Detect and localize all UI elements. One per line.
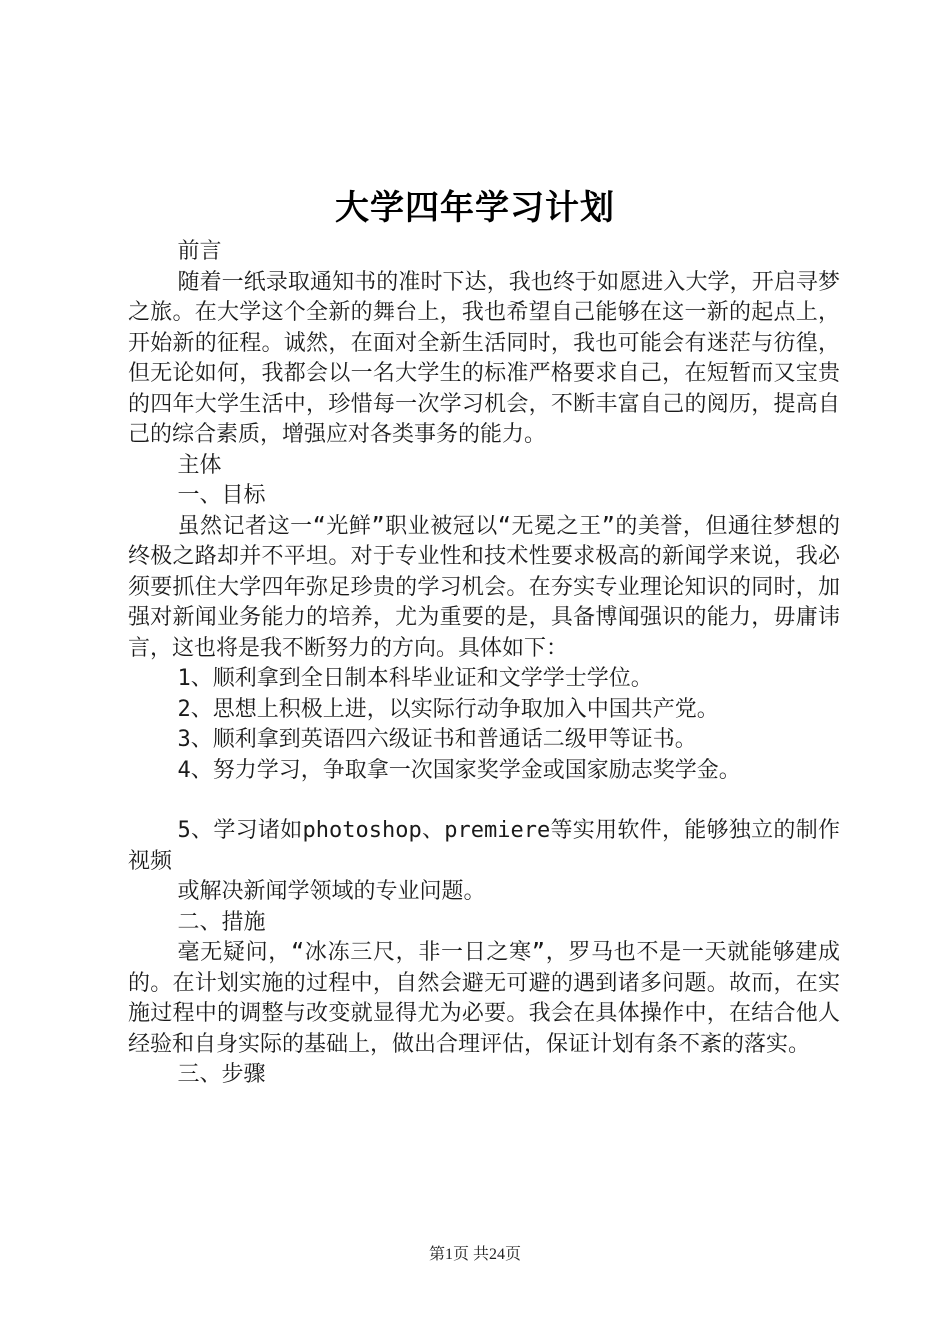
heading-preface: 前言 — [177, 239, 222, 264]
paragraph-preface: 随着一纸录取通知书的准时下达，我也终于如愿进入大学，开启寻梦之旅。在大学这个全新的舞台上，我也希望自己能够在这一新的起点上，开始新的征程。诚然，在面对全新生活同时，我也可能会有迷茫与彷徨，但无论如何，我都会以一名大学生的标准严格要求自己，在短暂而又宝贵的四年大学生活中，珍惜每一次学习机会，不断丰富自己的阅历，提高自己的综合素质，增强应对各类事务的能力。 — [128, 269, 840, 447]
document-body — [128, 237, 840, 1091]
goal-item-5: 5、学习诸如photoshop、premiere等实用软件，能够独立的制作视频 — [128, 818, 840, 874]
goal-item-2: 2、思想上积极上进，以实际行动争取加入中国共产党。 — [177, 696, 719, 722]
heading-goals: 一、目标 — [177, 483, 266, 508]
paragraph-goals: 虽然记者这一“光鲜”职业被冠以“无冕之王”的美誉，但通往梦想的终极之路却并不平坦。对于专业性和技术性要求极高的新闻学来说，我必须要抓住大学四年弥足珍贵的学习机会。在夯实专业理论知识的同时，加强对新闻业务能力的培养，尤为重要的是，具备博闻强识的能力，毋庸讳言，这也将是我不断努力的方向。具体如下： — [128, 513, 840, 661]
heading-main-body: 主体 — [177, 452, 222, 478]
goal-item-5-continuation: 或解决新闻学领域的专业问题。 — [177, 879, 486, 904]
page-number-footer: 第1页 共24页 — [428, 1246, 521, 1263]
goal-item-4: 4、努力学习，争取拿一次国家奖学金或国家励志奖学金。 — [177, 757, 741, 783]
document-title: 大学四年学习计划 — [335, 188, 615, 228]
heading-measures: 二、措施 — [177, 909, 266, 935]
goal-item-3: 3、顺利拿到英语四六级证书和普通话二级甲等证书。 — [177, 727, 697, 752]
paragraph-measures: 毫无疑问，“冰冻三尺，非一日之寒”，罗马也不是一天就能够建成的。在计划实施的过程中，自然会避无可避的遇到诸多问题。故而，在实施过程中的调整与改变就显得尤为必要。我会在具体操作中，在结合他人经验和自身实际的基础上，做出合理评估，保证计划有条不紊的落实。 — [128, 940, 840, 1057]
goal-item-1: 1、顺利拿到全日制本科毕业证和文学学士学位。 — [177, 666, 653, 691]
heading-steps: 三、步骤 — [177, 1062, 266, 1087]
